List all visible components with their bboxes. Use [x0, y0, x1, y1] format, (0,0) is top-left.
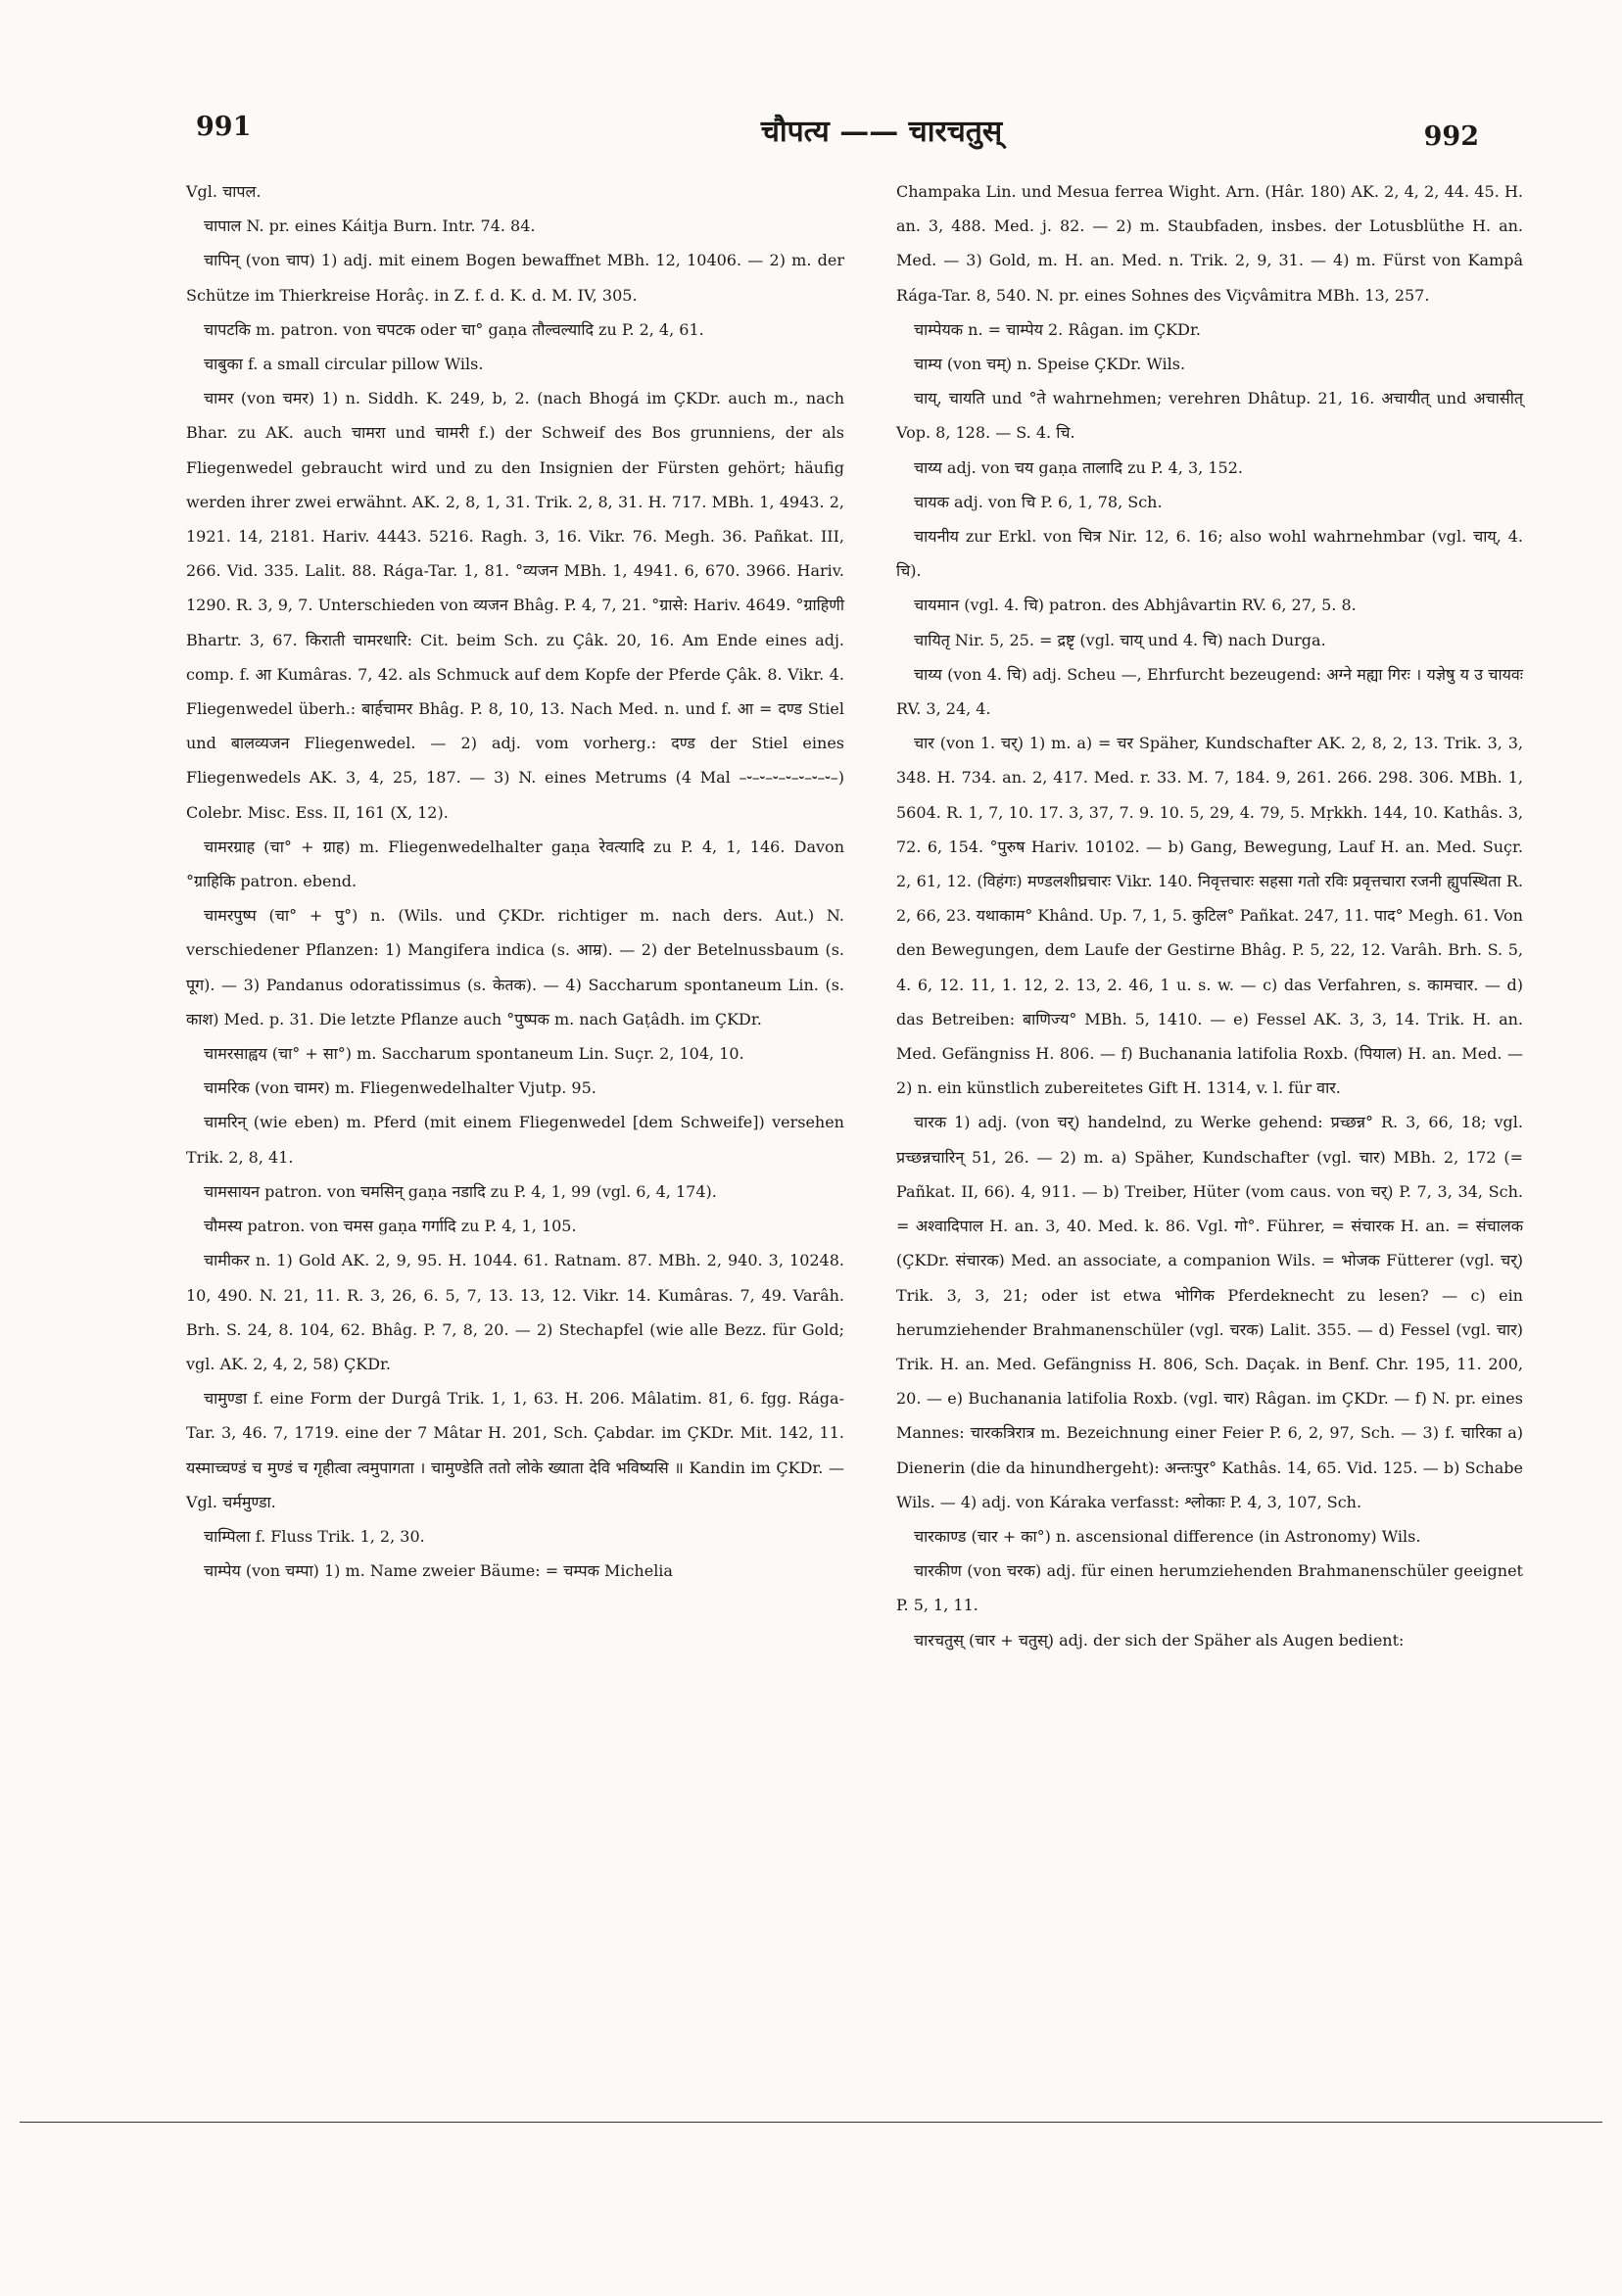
dictionary-entry: चामीकर n. 1) Gold AK. 2, 9, 95. H. 1044. 61. Ratnam. 87. MBh. 2, 940. 3, 10248. 10, 490. N. 21, 11. R. 3, 26, 6. 5, 7, 13. 13, 12. Vikr. 14. Kumâras. 7, 49. Varâh. Brh. S. 24, 8. 104, 62. Bhâg. P. 7, 8, 20. — 2) Stechapfel (wie alle Bezz. für Gold; vgl. AK. 2, 4, 2, 58) ÇKDr.: [186, 1251, 844, 1373]
dictionary-entry: Champaka Lin. und Mesua ferrea Wight. Arn. (Hâr. 180) AK. 2, 4, 2, 44. 45. H. an. 3, 488. Med. j. 82. — 2) m. Staubfaden, insbes. der Lotusblüthe H. an. Med. — 3) Gold, m. H. an. Med. n. Trik. 2, 9, 31. — 4) m. Fürst von Kampâ Rága-Tar. 8, 540. N. pr. eines Sohnes des Viçvâmitra MBh. 13, 257.: [896, 182, 1523, 305]
dictionary-entry: चामुण्डा f. eine Form der Durgâ Trik. 1, 1, 63. H. 206. Mâlatim. 81, 6. fgg. Rága-Tar. 3, 46. 7, 1719. eine der 7 Mâtar H. 201, Sch. Çabdar. im ÇKDr. Mit. 142, 11. यस्माच्चण्डं च मुण्डं च गृहीत्वा त्वमुपागता । चामुण्डेति ततो लोके ख्याता देवि भविष्यसि ॥ Kandin im ÇKDr. — Vgl. चर्ममुण्डा.: [186, 1389, 844, 1511]
dictionary-entry: चापाल N. pr. eines Káitja Burn. Intr. 74. 84.: [204, 216, 536, 236]
page-header: [186, 106, 1479, 161]
dictionary-entry: चाम्य (von चम्) n. Speise ÇKDr. Wils.: [914, 355, 1186, 374]
dictionary-entry: चाय्, चायति und °ते wahrnehmen; verehren Dhâtup. 21, 16. अचायीत् und अचासीत् Vop. 8, 128. — S. 4. चि.: [896, 389, 1523, 443]
dictionary-entry: चौमस्य patron. von चमस gaṇa गर्गादि zu P. 4, 1, 105.: [204, 1217, 577, 1236]
dictionary-entry: चायमान (vgl. 4. चि) patron. des Abhjâvartin RV. 6, 27, 5. 8.: [914, 596, 1357, 615]
dictionary-entry: चामरिन् (wie eben) m. Pferd (mit einem Fliegenwedel [dem Schweife]) versehen Trik. 2, 8, 41.: [186, 1113, 844, 1167]
dictionary-entry: चामरग्राह (चा° + ग्राह) m. Fliegenwedelhalter gaṇa रेवत्यादि zu P. 4, 1, 146. Davon °ग्राहिकि patron. ebend.: [186, 837, 844, 891]
dictionary-entry: चायितृ Nir. 5, 25. = द्रष्टृ (vgl. चाय् und 4. चि) nach Durga.: [914, 630, 1326, 649]
left-column: [186, 174, 844, 1588]
dictionary-entry: चामरपुष्प (चा° + पु°) n. (Wils. und ÇKDr. richtiger m. nach ders. Aut.) N. verschiedener Pflanzen: 1) Mangifera indica (s. आम्र). — 2) der Betelnussbaum (s. पूग). — 3) Pandanus odoratissimus (s. केतक). — 4) Saccharum spontaneum Lin. (s. काश) Med. p. 31. Die letzte Pflanze auch °पुष्पक m. nach Gaṭâdh. im ÇKDr.: [186, 906, 844, 1028]
dictionary-entry: चामरसाह्वय (चा° + सा°) m. Saccharum spontaneum Lin. Suçr. 2, 104, 10.: [204, 1044, 744, 1064]
page-number-right: 992: [1423, 121, 1479, 152]
dictionary-entry: चायक adj. von चि P. 6, 1, 78, Sch.: [914, 492, 1163, 511]
dictionary-entry: चाम्पेयक n. = चाम्पेय 2. Râgan. im ÇKDr.: [914, 319, 1201, 339]
dictionary-entry: चामर (von चमर) 1) n. Siddh. K. 249, b, 2. (nach Bhogá im ÇKDr. auch m., nach Bhar. zu AK. auch चामरा und चामरी f.) der Schweif des Bos grunniens, der als Fliegenwedel gebraucht wird und zu den Insignien der Fürsten gehört; häufig werden ihrer zwei erwähnt. AK. 2, 8, 1, 31. Trik. 2, 8, 31. H. 717. MBh. 1, 4943. 2, 1921. 14, 2181. Hariv. 4443. 5216. Ragh. 3, 16. Vikr. 76. Megh. 36. Pañkat. III, 266. Vid. 335. Lalit. 88. Rága-Tar. 1, 81. °व्यजन MBh. 1, 4941. 6, 670. 3966. Hariv. 1290. R. 3, 9, 7. Unterschieden von व्यजन Bhâg. P. 4, 7, 21. °ग्रासे: Hariv. 4649. °ग्राहिणी Bhartr. 3, 67. किराती चामरधारि: Cit. beim Sch. zu Çâk. 20, 16. Am Ende eines adj. comp. f. आ Kumâras. 7, 42. als Schmuck auf dem Kopfe der Pferde Çâk. 8. Vikr. 4. Fliegenwedel überh.: बार्हचामर Bhâg. P. 8, 10, 13. Nach Med. n. und f. आ = दण्ड Stiel und बालव्यजन Fliegenwedel. — 2) adj. vom vorherg.: दण्ड der Stiel eines Fliegenwedels AK. 3, 4, 25, 187. — 3) N. eines Metrums (4 Mal –⏑–⏑–⏑–⏑–⏑–⏑–⏑–) Colebr. Misc. Ess. II, 161 (X, 12).: [186, 389, 844, 822]
dictionary-entry: चामसायन patron. von चमसिन् gaṇa नडादि zu P. 4, 1, 99 (vgl. 6, 4, 174).: [204, 1181, 717, 1201]
page-number-left: 991: [196, 112, 252, 142]
dictionary-entry: चाय्य adj. von चय gaṇa तालादि zu P. 4, 3, 152.: [914, 457, 1243, 477]
dictionary-entry: चारकीण (von चरक) adj. für einen herumziehenden Brahmanenschüler geeignet P. 5, 1, 11.: [896, 1561, 1523, 1615]
running-head: चौपत्य —— चारचतुस्: [760, 115, 1003, 149]
dictionary-entry: चारकाण्ड (चार + का°) n. ascensional difference (in Astronomy) Wils.: [914, 1526, 1421, 1546]
dictionary-entry: चार (von 1. चर्) 1) m. a) = चर Späher, Kundschafter AK. 2, 8, 2, 13. Trik. 3, 3, 348. H. 734. an. 2, 417. Med. r. 33. M. 7, 184. 9, 261. 266. 298. 306. MBh. 1, 5604. R. 1, 7, 10. 17. 3, 37, 7. 9. 10. 5, 29, 4. 79, 5. Mṛkkh. 144, 10. Kathâs. 3, 72. 6, 154. °पुरुष Hariv. 10102. — b) Gang, Bewegung, Lauf H. an. Med. Suçr. 2, 61, 12. (विहंगः) मण्डलशीघ्रचारः Vikr. 140. निवृत्तचारः सहसा गतो रविः प्रवृत्तचारा रजनी ह्युपस्थिता R. 2, 66, 23. यथाकाम° Khând. Up. 7, 1, 5. कुटिल° Pañkat. 247, 11. पाद° Megh. 61. Von den Bewegungen, dem Laufe der Gestirne Bhâg. P. 5, 22, 12. Varâh. Brh. S. 5, 4. 6, 12. 11, 1. 12, 2. 13, 2. 46, 1 u. s. w. — c) das Verfahren, s. कामचार. — d) das Betreiben: बाणिज्य° MBh. 5, 1410. — e) Fessel AK. 3, 3, 14. Trik. H. an. Med. Gefängniss H. 806. — f) Buchanania latifolia Roxb. (पियाल) H. an. Med. — 2) n. ein künstlich zubereitetes Gift H. 1314, v. l. für वार.: [896, 734, 1523, 1098]
right-column: [896, 174, 1523, 1657]
dictionary-entry: चाबुका f. a small circular pillow Wils.: [204, 355, 484, 374]
dictionary-entry: चाय्य (von 4. चि) adj. Scheu —, Ehrfurcht bezeugend: अग्ने मह्या गिरः । यज्ञेषु य उ चायवः RV. 3, 24, 4.: [896, 664, 1523, 719]
dictionary-entry: चारचतुस् (चार + चतुस्) adj. der sich der Späher als Augen bedient:: [914, 1630, 1405, 1650]
footer-rule: [20, 2122, 1602, 2123]
dictionary-entry: चापटकि m. patron. von चपटक oder चा° gaṇa तौल्वल्यादि zu P. 2, 4, 61.: [204, 319, 704, 339]
dictionary-entry: चामरिक (von चामर) m. Fliegenwedelhalter Vjutp. 95.: [204, 1078, 596, 1098]
dictionary-entry: Vgl. चापल.: [186, 182, 262, 201]
dictionary-entry: चायनीय zur Erkl. von चित्र Nir. 12, 6. 16; also wohl wahrnehmbar (vgl. चाय्, 4. चि).: [896, 527, 1523, 581]
dictionary-entry: चारक 1) adj. (von चर्) handelnd, zu Werke gehend: प्रच्छन्न° R. 3, 66, 18; vgl. प्रच्छन्नचारिन् 51, 26. — 2) m. a) Späher, Kundschafter (vgl. चार) MBh. 2, 172 (= Pañkat. II, 66). 4, 911. — b) Treiber, Hüter (vom caus. von चर्) P. 7, 3, 34, Sch. = अश्वादिपाल H. an. 3, 40. Med. k. 86. Vgl. गो°. Führer, = संचारक H. an. = संचालक (ÇKDr. संचारक) Med. an associate, a companion Wils. = भोजक Fütterer (vgl. चर्) Trik. 3, 3, 21; oder ist etwa भोगिक Pferdeknecht zu lesen? — c) ein herumziehender Brahmanenschüler (vgl. चरक) Lalit. 355. — d) Fessel (vgl. चार) Trik. H. an. Med. Gefängniss H. 806, Sch. Daçak. in Benf. Chr. 195, 11. 200, 20. — e) Buchanania latifolia Roxb. (vgl. चार) Râgan. im ÇKDr. — f) N. pr. eines Mannes: चारकत्रिरात्र m. Bezeichnung einer Feier P. 6, 2, 97, Sch. — 3) f. चारिका a) Dienerin (die da hinundhergeht): अन्तःपुर° Kathâs. 14, 65. Vid. 125. — b) Schabe Wils. — 4) adj. von Káraka verfasst: श्लोकाः P. 4, 3, 107, Sch.: [896, 1113, 1523, 1511]
dictionary-entry: चाम्पेय (von चम्पा) 1) m. Name zweier Bäume: = चम्पक Michelia: [204, 1561, 673, 1581]
dictionary-entry: चाम्पिला f. Fluss Trik. 1, 2, 30.: [204, 1526, 425, 1546]
dictionary-entry: चापिन् (von चाप) 1) adj. mit einem Bogen bewaffnet MBh. 12, 10406. — 2) m. der Schütze im Thierkreise Horâç. in Z. f. d. K. d. M. IV, 305.: [186, 251, 844, 305]
